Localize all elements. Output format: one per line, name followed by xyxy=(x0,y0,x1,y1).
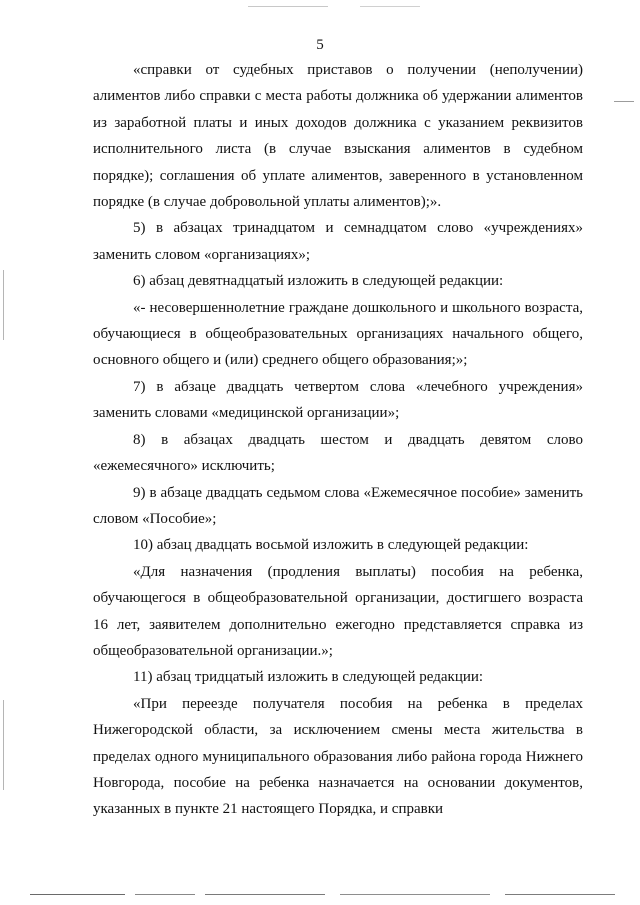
paragraph-item-9: 9) в абзаце двадцать седьмом слова «Ежемесячное пособие» заменить словом «Пособие»; xyxy=(93,484,583,527)
page-number: 5 xyxy=(316,37,324,53)
paragraph-alimony-documents: «справки от судебных приставов о получении (неполучении) алиментов либо справки с места работы должника об удержании алиментов из заработной платы и иных доходов должника с указанием реквизитов исполнительного листа (в случае взыскания алиментов в судебном порядке); соглашения об уплате алиментов, заверенного в установленном порядке (в случае добровольной уплаты алиментов);». xyxy=(93,62,583,211)
paragraph-item-10-text: «Для назначения (продления выплаты) пособия на ребенка, обучающегося в общеобразовательной организации, достигшего возраста 16 лет, заявителем дополнительно ежегодно представляется справка из общеобразовательной организации.»; xyxy=(93,563,583,659)
body-text xyxy=(93,57,583,823)
scan-artifact-right-mark xyxy=(614,101,634,102)
scan-artifact-top-line xyxy=(248,6,328,7)
scan-artifact-top-line-2 xyxy=(360,6,420,7)
scan-artifact-bottom-line-4 xyxy=(340,894,490,895)
paragraph-item-6: 6) абзац девятнадцатый изложить в следующей редакции: xyxy=(133,273,504,290)
scan-artifact-left-line xyxy=(3,270,4,340)
scan-artifact-bottom-line-2 xyxy=(135,894,195,895)
paragraph-item-5: 5) в абзацах тринадцатом и семнадцатом слово «учреждениях» заменить словом «организациях»; xyxy=(93,220,583,263)
scan-artifact-left-line-2 xyxy=(3,700,4,790)
paragraph-item-6-text: «- несовершеннолетние граждане дошкольного и школьного возраста, обучающиеся в общеобразовательных организациях начального общего, основного общего и (или) среднего общего образования;»; xyxy=(93,299,583,369)
scan-artifact-bottom-line xyxy=(30,894,125,895)
paragraph-item-7: 7) в абзаце двадцать четвертом слова «лечебного учреждения» заменить словами «медицинской организации»; xyxy=(93,378,583,422)
paragraph-item-11: 11) абзац тридцатый изложить в следующей редакции: xyxy=(133,669,484,686)
scan-artifact-bottom-line-3 xyxy=(205,894,325,895)
paragraph-item-11-text: «При переезде получателя пособия на ребенка в пределах Нижегородской области, за исключением смены места жительства в пределах одного муниципального образования либо района города Нижнего Новгорода, пособие на ребенка назначается на основании документов, указанных в пункте 21 настоящего Порядка, и справки xyxy=(93,695,583,818)
scan-artifact-bottom-line-5 xyxy=(505,894,615,895)
paragraph-item-10: 10) абзац двадцать восьмой изложить в следующей редакции: xyxy=(133,537,529,554)
paragraph-item-8: 8) в абзацах двадцать шестом и двадцать девятом слово «ежемесячного» исключить; xyxy=(93,431,583,475)
